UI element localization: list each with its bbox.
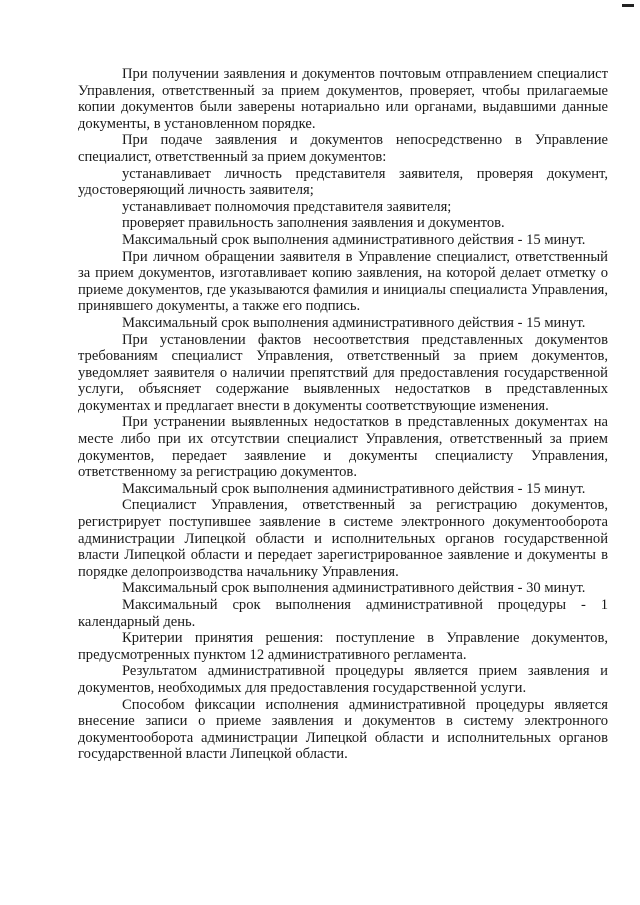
- paragraph-identity-check: устанавливает личность представителя заявителя, проверяя документ, удостоверяющий личность заявителя;: [78, 165, 608, 199]
- paragraph-fixation-method: Способом фиксации исполнения административной процедуры является внесение записи о приеме заявления и документов в систему электронного документооборота администрации Липецкой области и исполнительных органов государственной власти Липецкой области.: [78, 696, 608, 763]
- paragraph-form-check: проверяет правильность заполнения заявления и документов.: [122, 215, 505, 232]
- corner-scan-mark: [622, 4, 634, 7]
- paragraph-corrections: При устранении выявленных недостатков в представленных документах на месте либо при их отсутствии специалист Управления, ответственный за прием документов, передает заявление и документы специалисту Управления, ответственному за регистрацию документов.: [78, 414, 608, 481]
- paragraph-authority-check: устанавливает полномочия представителя заявителя;: [122, 198, 452, 215]
- paragraph-time-limit-2: Максимальный срок выполнения административного действия - 15 минут.: [122, 314, 586, 331]
- paragraph-time-limit-3: Максимальный срок выполнения административного действия - 15 минут.: [122, 480, 586, 497]
- paragraph-mail-submission: При получении заявления и документов почтовым отправлением специалист Управления, ответственный за прием документов, проверяет, чтобы прилагаемые копии документов были заверены нотариально или органами, выдавшими данные документы, в установленном порядке.: [78, 66, 608, 132]
- paragraph-registration: Специалист Управления, ответственный за регистрацию документов, регистрирует поступившее заявление в системе электронного документооборота администрации Липецкой области и исполнительных органов государственной власти Липецкой области и передает зарегистрированное заявление и документы в порядке делопроизводства начальнику Управления.: [78, 497, 608, 580]
- paragraph-personal-visit: При личном обращении заявителя в Управление специалист, ответственный за прием документов, изготавливает копию заявления, на которой делает отметку о приеме документов, где указываются фамилия и инициалы специалиста Управления, принявшего документы, а также его подпись.: [78, 248, 608, 315]
- document-body: [78, 66, 608, 763]
- paragraph-time-limit-4: Максимальный срок выполнения административного действия - 30 минут.: [122, 580, 586, 597]
- paragraph-direct-submission: При подаче заявления и документов непосредственно в Управление специалист, ответственный за прием документов:: [78, 132, 608, 165]
- paragraph-procedure-limit: Максимальный срок выполнения административной процедуры - 1 календарный день.: [78, 597, 608, 630]
- paragraph-nonconformity: При установлении фактов несоответствия представленных документов требованиям специалист Управления, ответственный за прием документов, уведомляет заявителя о наличии препятствий для предоставления государственной услуги, объясняет содержание выявленных недостатков в представленных документах и предлагает внести в документы соответствующие изменения.: [78, 331, 608, 414]
- paragraph-decision-criteria: Критерии принятия решения: поступление в Управление документов, предусмотренных пунктом 12 административного регламента.: [78, 630, 608, 663]
- paragraph-result: Результатом административной процедуры является прием заявления и документов, необходимых для предоставления государственной услуги.: [78, 663, 608, 696]
- paragraph-time-limit-1: Максимальный срок выполнения административного действия - 15 минут.: [122, 231, 586, 248]
